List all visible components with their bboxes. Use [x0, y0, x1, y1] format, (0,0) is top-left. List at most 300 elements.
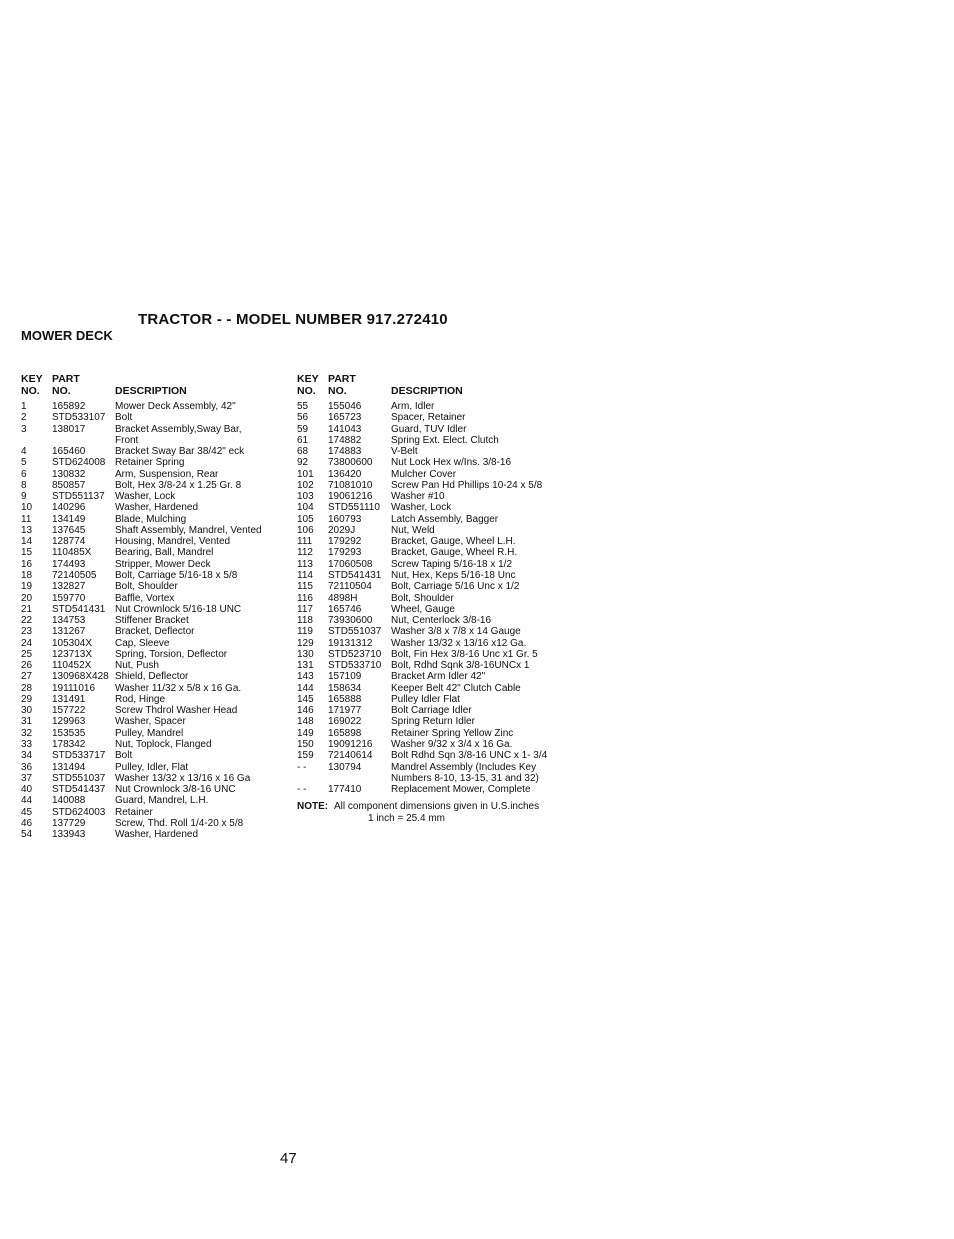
description: Bolt, Shoulder: [391, 592, 454, 604]
description: Screw Taping 5/16-18 x 1/2: [391, 558, 513, 570]
key-no: 68: [297, 446, 309, 458]
key-no: 59: [297, 423, 309, 435]
key-no: 150: [297, 738, 314, 750]
part-no: 4898H: [328, 592, 358, 604]
description: V-Belt: [391, 446, 418, 458]
description: Mulcher Cover: [391, 468, 457, 480]
key-no: 29: [21, 693, 33, 705]
part-no: 137645: [52, 524, 86, 536]
part-no: 171977: [328, 705, 362, 717]
part-no: 17060508: [328, 558, 373, 570]
table-row: [297, 480, 567, 491]
table-row: [21, 626, 291, 637]
key-no: 19: [21, 581, 33, 593]
key-no: 114: [297, 569, 313, 581]
parts-column-left: [21, 373, 291, 840]
key-no: 27: [21, 671, 33, 683]
description: Washer 13/32 x 13/16 x 16 Ga: [115, 772, 251, 784]
description: Nut, Centerlock 3/8-16: [391, 615, 492, 627]
description: Bracket, Deflector: [115, 626, 195, 638]
table-row: [297, 728, 567, 739]
table-row: [21, 818, 291, 829]
part-no: 850857: [52, 479, 86, 491]
table-row: [21, 739, 291, 750]
key-no: 46: [21, 817, 33, 829]
key-no: 2: [21, 412, 27, 424]
key-no: 16: [21, 558, 33, 570]
table-row: [21, 514, 291, 525]
table-row: [21, 525, 291, 536]
part-no: 73800600: [328, 457, 373, 469]
key-no: 118: [297, 615, 313, 627]
part-no: 174493: [52, 558, 86, 570]
part-no: 130794: [328, 761, 362, 773]
column-header: [297, 373, 567, 397]
key-no: 33: [21, 738, 33, 750]
description: Bolt: [115, 412, 133, 424]
note-line-2: 1 inch = 25.4 mm: [368, 812, 445, 824]
table-row: [297, 694, 567, 705]
key-no: 8: [21, 479, 27, 491]
table-row: [297, 671, 567, 682]
key-no: 31: [21, 716, 33, 728]
table-row: [21, 604, 291, 615]
table-row: [21, 660, 291, 671]
key-no: 115: [297, 581, 313, 593]
table-row: [297, 502, 567, 513]
description-header: DESCRIPTION: [391, 385, 463, 397]
description: Bolt, Carriage 5/16-18 x 5/8: [115, 569, 238, 581]
table-row: [21, 559, 291, 570]
description: Nut, Toplock, Flanged: [115, 738, 212, 750]
page-title: TRACTOR - - MODEL NUMBER 917.272410: [138, 311, 448, 328]
part-no: STD533717: [52, 750, 106, 762]
description: Bolt, Carriage 5/16 Unc x 1/2: [391, 581, 520, 593]
key-no: 30: [21, 705, 33, 717]
table-row: [297, 705, 567, 716]
key-no: - -: [297, 784, 307, 796]
part-no: 110452X: [52, 660, 92, 672]
table-row: [297, 581, 567, 592]
key-no: 10: [21, 502, 33, 514]
part-no: 165892: [52, 401, 86, 412]
key-no: 117: [297, 603, 313, 615]
table-row: [297, 536, 567, 547]
key-no: 36: [21, 761, 33, 773]
key-no: 56: [297, 412, 309, 424]
description: Bracket, Gauge, Wheel L.H.: [391, 536, 516, 548]
key-no: 102: [297, 479, 314, 491]
description: Washer, Spacer: [115, 716, 186, 728]
description: Mower Deck Assembly, 42": [115, 401, 236, 412]
part-no: 140088: [52, 795, 86, 807]
description: Baffle, Vortex: [115, 592, 175, 604]
part-no: STD523710: [328, 648, 382, 660]
table-row: [21, 638, 291, 649]
key-no: 32: [21, 727, 33, 739]
part-no: 72110504: [328, 581, 372, 593]
description: Cap, Sleeve: [115, 637, 170, 649]
key-no: 146: [297, 705, 314, 717]
key-no: 18: [21, 569, 33, 581]
column-header: [21, 373, 291, 397]
part-no: 155046: [328, 401, 362, 412]
table-row: [21, 469, 291, 480]
part-no: STD624008: [52, 457, 106, 469]
part-no: 72140614: [328, 750, 373, 762]
table-row: [21, 424, 291, 447]
table-row: [21, 807, 291, 818]
description: Screw, Thd. Roll 1/4-20 x 5/8: [115, 817, 244, 829]
description: Spring Return Idler: [391, 716, 475, 728]
key-no: 24: [21, 637, 33, 649]
table-row: [21, 683, 291, 694]
part-no: 174883: [328, 446, 362, 458]
description: Stripper, Mower Deck: [115, 558, 211, 570]
table-row: [21, 412, 291, 423]
description: Replacement Mower, Complete: [391, 784, 531, 796]
description: Pulley Idler Flat: [391, 693, 460, 705]
table-row: [21, 795, 291, 806]
part-no: 19131312: [328, 637, 373, 649]
part-no: 165898: [328, 727, 362, 739]
part-no: 140296: [52, 502, 86, 514]
description: Nut Crownlock 5/16-18 UNC: [115, 603, 242, 615]
key-no: 148: [297, 716, 314, 728]
key-no: 149: [297, 727, 314, 739]
table-row: [21, 649, 291, 660]
part-no: 129963: [52, 716, 86, 728]
description: Bolt, Fin Hex 3/8-16 Unc x1 Gr. 5: [391, 648, 538, 660]
part-no: STD551110: [328, 502, 380, 514]
table-row: [297, 593, 567, 604]
description: Washer, Lock: [391, 502, 452, 514]
key-no: 5: [21, 457, 27, 469]
part-no: 160793: [328, 513, 362, 525]
table-row: [297, 401, 567, 412]
description: Arm, Suspension, Rear: [115, 468, 219, 480]
table-row: [21, 762, 291, 773]
part-no: 130968X428: [52, 671, 109, 683]
description: Bolt, Hex 3/8-24 x 1.25 Gr. 8: [115, 479, 242, 491]
part-no: 137729: [52, 817, 86, 829]
description: Bolt Rdhd Sqn 3/8-16 UNC x 1- 3/4: [391, 750, 548, 762]
table-row: [21, 593, 291, 604]
part-no: 71081010: [328, 479, 373, 491]
description: Washer #10: [391, 491, 445, 503]
part-no: STD541431: [52, 603, 106, 615]
key-no: 25: [21, 648, 33, 660]
part-no: 165723: [328, 412, 362, 424]
table-row: [297, 412, 567, 423]
part-no: 19091216: [328, 738, 373, 750]
part-no: 158634: [328, 682, 362, 694]
table-row: [21, 491, 291, 502]
table-row: [21, 694, 291, 705]
key-no: 13: [21, 524, 33, 536]
description: Pulley, Idler, Flat: [115, 761, 189, 773]
part-no: 138017: [52, 423, 86, 435]
description: Shield, Deflector: [115, 671, 189, 683]
description: Latch Assembly, Bagger: [391, 513, 499, 525]
description: Retainer Spring Yellow Zinc: [391, 727, 514, 739]
part-no: STD541431: [328, 569, 382, 581]
key-no: 111: [297, 536, 313, 548]
part-no-header: PART NO.: [328, 373, 356, 397]
key-no-header: KEY NO.: [297, 373, 319, 397]
description: Nut Lock Hex w/Ins. 3/8-16: [391, 457, 512, 469]
table-row: [297, 446, 567, 457]
key-no: 116: [297, 592, 313, 604]
key-no: 145: [297, 693, 314, 705]
key-no: 40: [21, 784, 33, 796]
key-no: 143: [297, 671, 314, 683]
part-no: STD624003: [52, 806, 106, 818]
part-no: 132827: [52, 581, 86, 593]
parts-list-left: [21, 401, 291, 840]
part-no: 157109: [328, 671, 362, 683]
key-no: 101: [297, 468, 314, 480]
key-no: 113: [297, 558, 313, 570]
table-row: [297, 660, 567, 671]
dimension-note: [297, 801, 567, 824]
description: Bolt Carriage Idler: [391, 705, 472, 717]
part-no: 133943: [52, 829, 86, 841]
part-no: 141043: [328, 423, 362, 435]
part-no: 105304X: [52, 637, 93, 649]
key-no: 130: [297, 648, 314, 660]
part-no: 178342: [52, 738, 86, 750]
description: Blade, Mulching: [115, 513, 187, 525]
table-row: [297, 784, 567, 795]
part-no: 131267: [52, 626, 86, 638]
description: Washer, Hardened: [115, 502, 199, 514]
parts-column-right: [297, 373, 567, 824]
description: Nut, Push: [115, 660, 159, 672]
description: Arm, Idler: [391, 401, 435, 412]
key-no: 23: [21, 626, 33, 638]
key-no: 112: [297, 547, 313, 559]
description: Bracket Assembly,Sway Bar, Front: [115, 423, 242, 446]
description: Washer 9/32 x 3/4 x 16 Ga.: [391, 738, 513, 750]
key-no: 106: [297, 524, 314, 536]
key-no: 22: [21, 615, 33, 627]
parts-list-right: [297, 401, 567, 795]
note-line-1: All component dimensions given in U.S.inches: [334, 801, 540, 813]
description: Spring Ext. Elect. Clutch: [391, 434, 499, 446]
key-no: 105: [297, 513, 314, 525]
table-row: [21, 615, 291, 626]
description: Retainer Spring: [115, 457, 185, 469]
table-row: [21, 480, 291, 491]
table-row: [297, 424, 567, 435]
part-no: 159770: [52, 592, 86, 604]
key-no: 103: [297, 491, 314, 503]
part-no: STD533107: [52, 412, 106, 424]
description: Stiffener Bracket: [115, 615, 189, 627]
key-no: 3: [21, 423, 27, 435]
table-row: [297, 525, 567, 536]
part-no: 179293: [328, 547, 362, 559]
part-no: 134149: [52, 513, 86, 525]
table-row: [297, 570, 567, 581]
part-no: 136420: [328, 468, 362, 480]
part-no: 130832: [52, 468, 86, 480]
note-label: NOTE:: [297, 801, 329, 813]
table-row: [297, 469, 567, 480]
table-row: [297, 626, 567, 637]
table-row: [297, 739, 567, 750]
part-no: 2029J: [328, 524, 356, 536]
description: Bolt, Shoulder: [115, 581, 178, 593]
part-no: 179292: [328, 536, 362, 548]
part-no: 110485X: [52, 547, 92, 559]
part-no: 72140505: [52, 569, 97, 581]
description: Guard, Mandrel, L.H.: [115, 795, 209, 807]
page-number: 47: [280, 1150, 297, 1167]
table-row: [21, 547, 291, 558]
table-row: [21, 446, 291, 457]
part-no: STD551037: [52, 772, 106, 784]
table-row: [297, 649, 567, 660]
table-row: [21, 581, 291, 592]
part-no: 174882: [328, 434, 362, 446]
key-no: 44: [21, 795, 33, 807]
table-row: [21, 457, 291, 468]
table-row: [297, 615, 567, 626]
description: Nut, Weld: [391, 524, 435, 536]
key-no: 20: [21, 592, 33, 604]
part-no: 19111016: [52, 682, 96, 694]
table-row: [21, 728, 291, 739]
part-no: 165746: [328, 603, 362, 615]
part-no: 153535: [52, 727, 86, 739]
table-row: [21, 750, 291, 761]
part-no: STD541437: [52, 784, 106, 796]
part-no: 131494: [52, 761, 86, 773]
table-row: [21, 570, 291, 581]
key-no: 28: [21, 682, 33, 694]
description: Washer, Hardened: [115, 829, 199, 841]
description: Guard, TUV Idler: [391, 423, 467, 435]
key-no: 15: [21, 547, 33, 559]
table-row: [21, 784, 291, 795]
table-row: [21, 773, 291, 784]
key-no: 14: [21, 536, 33, 548]
key-no: 54: [21, 829, 33, 841]
key-no: 129: [297, 637, 314, 649]
key-no: 1: [21, 401, 27, 412]
part-no: 177410: [328, 784, 362, 796]
part-no: STD533710: [328, 660, 382, 672]
description: Bracket Arm Idler 42": [391, 671, 486, 683]
key-no: 34: [21, 750, 33, 762]
key-no: 92: [297, 457, 309, 469]
key-no: 144: [297, 682, 314, 694]
key-no: 119: [297, 626, 313, 638]
key-no: - -: [297, 761, 307, 773]
description: Keeper Belt 42" Clutch Cable: [391, 682, 521, 694]
part-no: 73930600: [328, 615, 373, 627]
key-no: 61: [297, 434, 309, 446]
part-no: 19061216: [328, 491, 373, 503]
section-title: MOWER DECK: [21, 328, 113, 343]
part-no: 134753: [52, 615, 86, 627]
table-row: [21, 671, 291, 682]
description: Spring, Torsion, Deflector: [115, 648, 228, 660]
description: Wheel, Gauge: [391, 603, 455, 615]
part-no: 157722: [52, 705, 86, 717]
table-row: [297, 716, 567, 727]
table-row: [297, 491, 567, 502]
table-row: [297, 435, 567, 446]
description: Rod, Hinge: [115, 693, 166, 705]
part-no: 165460: [52, 446, 86, 458]
part-no: 165888: [328, 693, 362, 705]
description: Shaft Assembly, Mandrel, Vented: [115, 524, 262, 536]
table-row: [297, 457, 567, 468]
key-no: 9: [21, 491, 27, 503]
description: Nut Crownlock 3/8-16 UNC: [115, 784, 236, 796]
description: Washer 3/8 x 7/8 x 14 Gauge: [391, 626, 521, 638]
table-row: [297, 514, 567, 525]
key-no: 21: [21, 603, 33, 615]
key-no: 159: [297, 750, 314, 762]
description: Bearing, Ball, Mandrel: [115, 547, 214, 559]
part-no: 169022: [328, 716, 362, 728]
table-row: [297, 638, 567, 649]
description: Bracket, Gauge, Wheel R.H.: [391, 547, 518, 559]
table-row: [21, 401, 291, 412]
description: Housing, Mandrel, Vented: [115, 536, 231, 548]
table-row: [297, 683, 567, 694]
description: Mandrel Assembly (Includes Key Numbers 8-10, 13-15, 31 and 32): [391, 761, 539, 784]
key-no: 55: [297, 401, 309, 412]
key-no: 131: [297, 660, 314, 672]
key-no: 45: [21, 806, 33, 818]
part-no: STD551137: [52, 491, 105, 503]
table-row: [297, 762, 567, 785]
description: Bolt, Rdhd Sqnk 3/8-16UNCx 1: [391, 660, 530, 672]
table-row: [21, 705, 291, 716]
table-row: [21, 502, 291, 513]
table-row: [297, 547, 567, 558]
description: Spacer, Retainer: [391, 412, 466, 424]
key-no: 4: [21, 446, 27, 458]
part-no-header: PART NO.: [52, 373, 80, 397]
table-row: [21, 716, 291, 727]
description: Retainer: [115, 806, 153, 818]
description: Bolt: [115, 750, 133, 762]
part-no: 131491: [52, 693, 86, 705]
key-no: 26: [21, 660, 33, 672]
description-header: DESCRIPTION: [115, 385, 187, 397]
table-row: [21, 829, 291, 840]
key-no: 6: [21, 468, 27, 480]
description: Screw Pan Hd Phillips 10-24 x 5/8: [391, 479, 543, 491]
key-no-header: KEY NO.: [21, 373, 43, 397]
description: Pulley, Mandrel: [115, 727, 184, 739]
description: Washer, Lock: [115, 491, 176, 503]
description: Screw Thdrol Washer Head: [115, 705, 238, 717]
description: Washer 11/32 x 5/8 x 16 Ga.: [115, 682, 242, 694]
key-no: 37: [21, 772, 33, 784]
note-body: [334, 801, 539, 824]
description: Bracket Sway Bar 38/42" eck: [115, 446, 245, 458]
table-row: [297, 750, 567, 761]
part-no: 128774: [52, 536, 86, 548]
key-no: 11: [21, 513, 32, 525]
